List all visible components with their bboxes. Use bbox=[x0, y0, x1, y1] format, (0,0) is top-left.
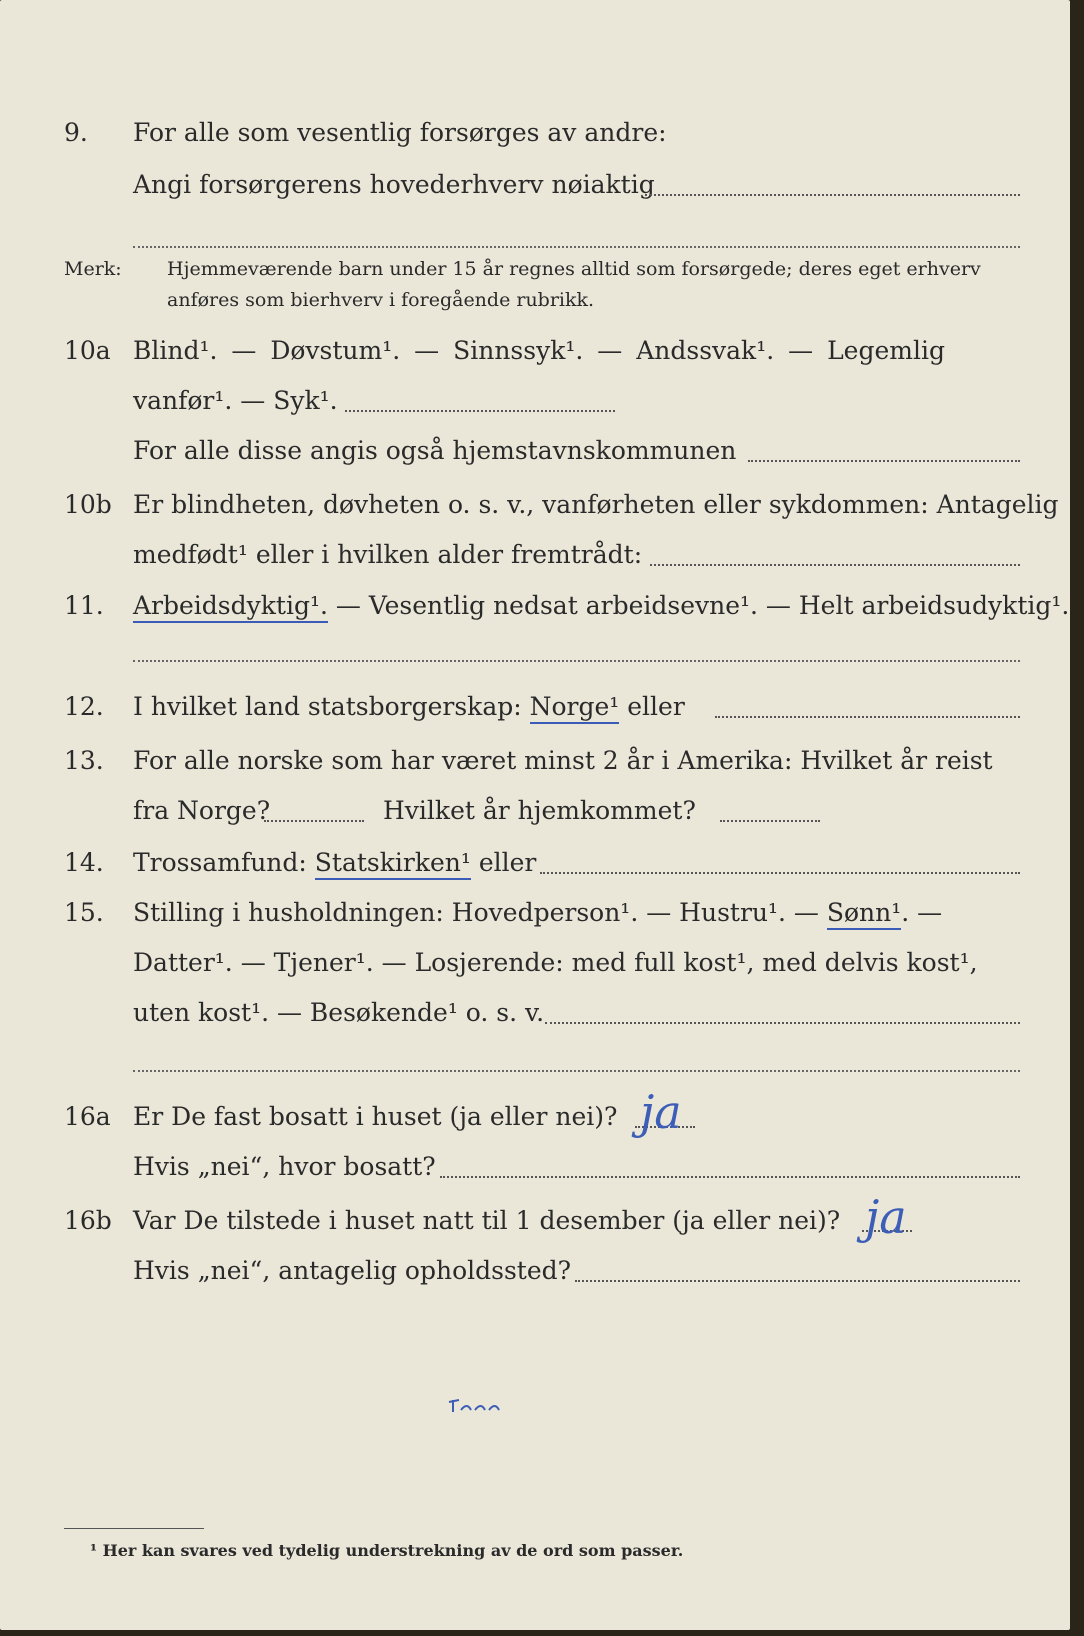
answer-line[interactable] bbox=[133, 660, 1020, 662]
question-text-pre: Trossamfund: bbox=[133, 848, 315, 877]
selected-option[interactable]: Sønn¹ bbox=[827, 898, 901, 930]
selected-option[interactable]: Statskirken¹ bbox=[315, 848, 471, 880]
question-text bbox=[133, 898, 942, 927]
question-number: 11. bbox=[64, 591, 104, 620]
answer-line[interactable] bbox=[540, 872, 1020, 874]
question-number: 14. bbox=[64, 848, 104, 877]
question-number: 10b bbox=[64, 490, 112, 519]
answer-line[interactable] bbox=[133, 1070, 1020, 1072]
question-text: For alle som vesentlig forsørges av andre: bbox=[133, 118, 667, 147]
answer-line[interactable] bbox=[133, 246, 1020, 248]
question-text-post: eller bbox=[619, 692, 685, 721]
question-text: medfødt¹ eller i hvilken alder fremtrådt: bbox=[133, 540, 643, 569]
answer-line[interactable] bbox=[720, 820, 820, 822]
note-text: Hjemmeværende barn under 15 år regnes alltid som forsørgede; deres eget erhverv bbox=[167, 258, 981, 280]
question-number: 13. bbox=[64, 746, 104, 775]
question-text: Hvilket år hjemkommet? bbox=[383, 796, 696, 825]
footnote: ¹ Her kan svares ved tydelig understrekning av de ord som passer. bbox=[90, 1541, 684, 1560]
question-text: vanfør¹. — Syk¹. bbox=[133, 386, 338, 415]
question-text-pre: Stilling i husholdningen: Hovedperson¹. — Hustru¹. — bbox=[133, 898, 827, 927]
question-text: Er blindheten, døvheten o. s. v., vanførheten eller sykdommen: Antagelig bbox=[133, 490, 1059, 519]
selected-option[interactable]: Arbeidsdyktig¹. bbox=[133, 591, 328, 623]
question-text: Er De fast bosatt i huset (ja eller nei)? bbox=[133, 1102, 618, 1131]
question-text bbox=[133, 848, 536, 877]
question-text: fra Norge? bbox=[133, 796, 271, 825]
question-number: 16a bbox=[64, 1102, 111, 1131]
note-text: anføres som bierhverv i foregående rubrikk. bbox=[167, 289, 595, 311]
question-text: Var De tilstede i huset natt til 1 desember (ja eller nei)? bbox=[133, 1206, 841, 1235]
question-text-pre: I hvilket land statsborgerskap: bbox=[133, 692, 530, 721]
question-text-post: eller bbox=[470, 848, 537, 877]
question-text: For alle disse angis også hjemstavnskommunen bbox=[133, 436, 737, 465]
answer-line[interactable] bbox=[545, 1022, 1020, 1024]
answer-line[interactable] bbox=[650, 564, 1020, 566]
question-text: Blind¹. — Døvstum¹. — Sinnssyk¹. — Andssvak¹. — Legemlig bbox=[133, 336, 945, 365]
question-text: Hvis „nei“, hvor bosatt? bbox=[133, 1152, 436, 1181]
answer-line[interactable] bbox=[264, 820, 364, 822]
question-text bbox=[133, 591, 1069, 620]
question-text-post: . — bbox=[901, 898, 943, 927]
question-number: 10a bbox=[64, 336, 111, 365]
question-text: Hvis „nei“, antagelig opholdssted? bbox=[133, 1256, 572, 1285]
handwritten-answer: ja bbox=[865, 1190, 907, 1244]
question-number: 15. bbox=[64, 898, 104, 927]
handwritten-answer: ja bbox=[640, 1085, 682, 1139]
question-text: Angi forsørgerens hovederhverv nøiaktig bbox=[133, 170, 655, 199]
answer-line[interactable] bbox=[575, 1280, 1020, 1282]
question-text: uten kost¹. — Besøkende¹ o. s. v. bbox=[133, 998, 545, 1027]
answer-line[interactable] bbox=[345, 410, 615, 412]
selected-option[interactable]: Norge¹ bbox=[530, 692, 620, 724]
note-label: Merk: bbox=[64, 258, 122, 280]
answer-line[interactable] bbox=[748, 460, 1020, 462]
question-text: For alle norske som har været minst 2 år i Amerika: Hvilket år reist bbox=[133, 746, 993, 775]
answer-line[interactable] bbox=[440, 1176, 1020, 1178]
question-number: 16b bbox=[64, 1206, 112, 1235]
ink-mark bbox=[447, 1396, 502, 1421]
question-text: Datter¹. — Tjener¹. — Losjerende: med full kost¹, med delvis kost¹, bbox=[133, 948, 978, 977]
question-text bbox=[133, 692, 685, 721]
answer-line[interactable] bbox=[715, 716, 1020, 718]
question-text-rest: — Vesentlig nedsat arbeidsevne¹. — Helt arbeidsudyktig¹. bbox=[327, 591, 1070, 620]
answer-line[interactable] bbox=[645, 194, 1020, 196]
footnote-divider bbox=[64, 1528, 204, 1529]
question-number: 12. bbox=[64, 692, 104, 721]
question-number: 9. bbox=[64, 118, 88, 147]
